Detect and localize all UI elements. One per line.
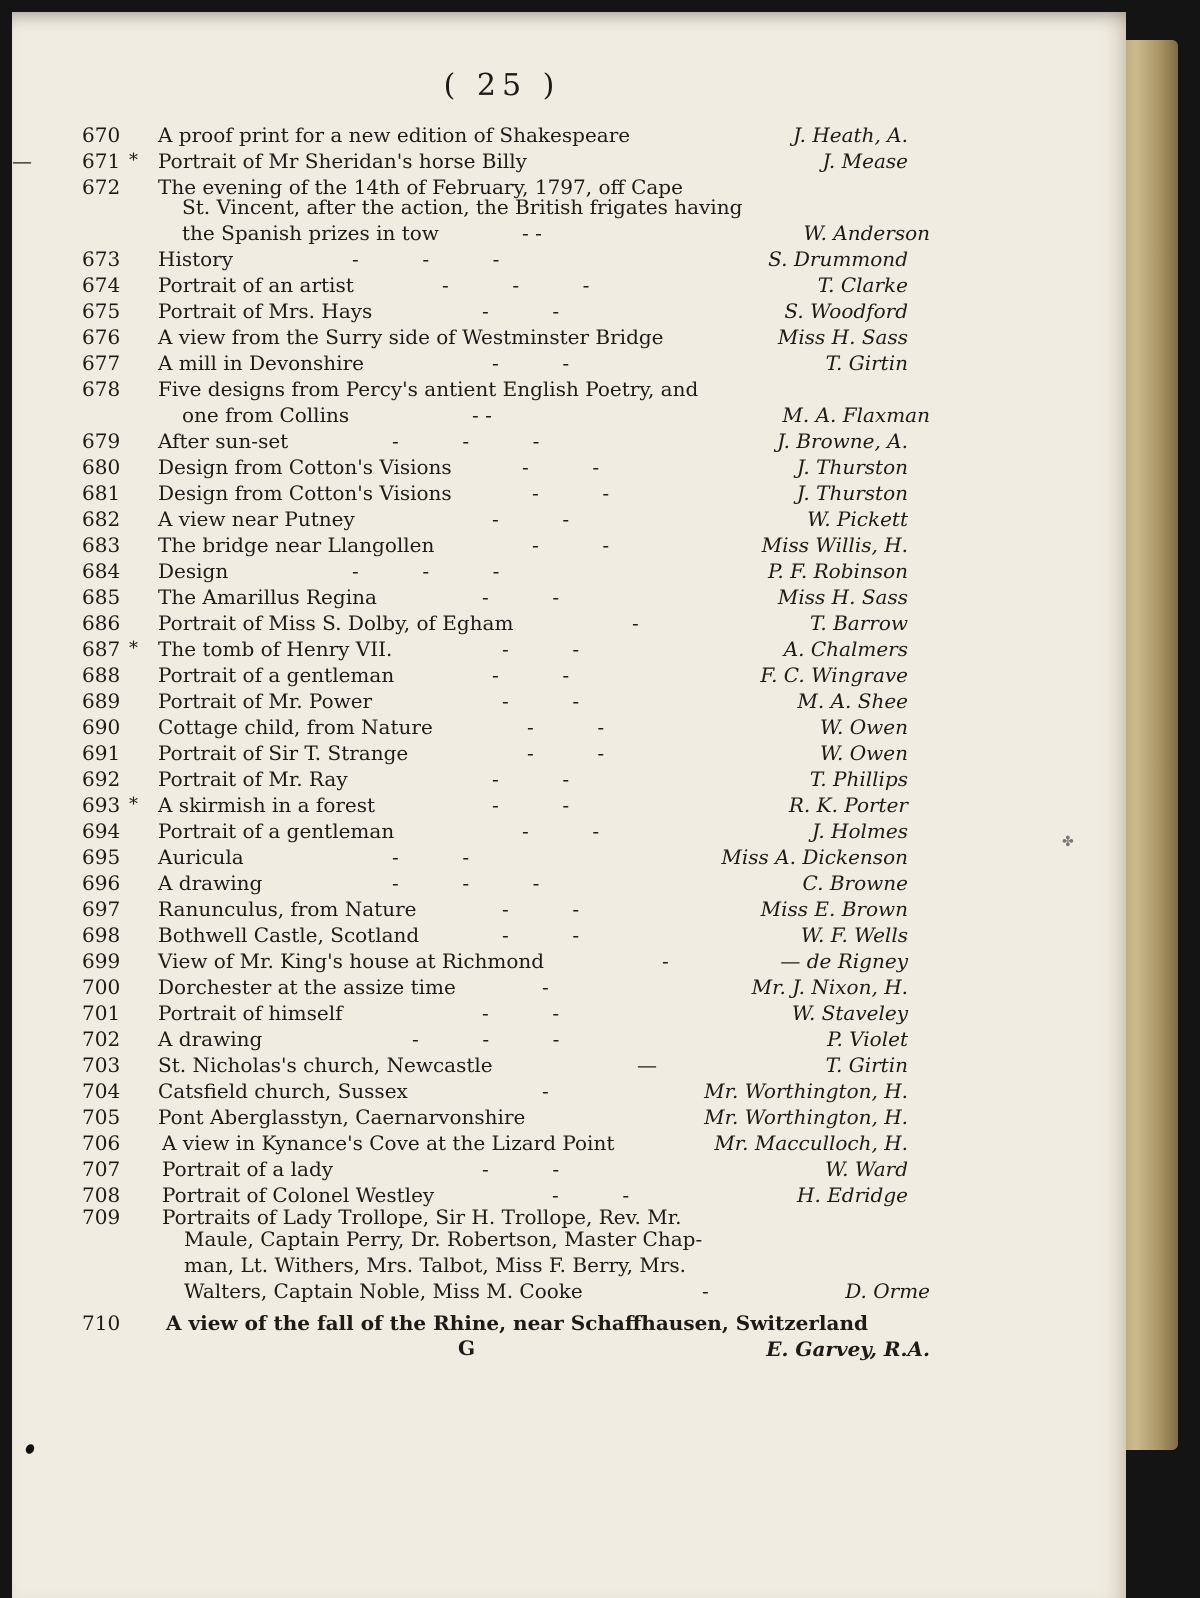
entry-dashes: - -: [552, 1183, 630, 1207]
entry-number: 703: [82, 1053, 121, 1077]
entry-number: 673: [82, 247, 121, 271]
entry-672-line-2: St. Vincent, after the action, the British frigates having: [182, 195, 743, 219]
entry-dashes: - -: [532, 533, 610, 557]
entry-artist: S. Drummond: [768, 247, 908, 271]
entry-number: 688: [82, 663, 121, 687]
entry-number: 672: [82, 175, 121, 199]
entry-dashes: - -: [492, 793, 570, 817]
entry-number: 687: [82, 637, 121, 661]
entry-number: 702: [82, 1027, 121, 1051]
catalogue-entry: [12, 662, 1092, 688]
entry-title: After sun-set: [158, 429, 289, 453]
entry-number: 683: [82, 533, 121, 557]
catalogue-entry: [12, 922, 1092, 948]
entry-artist: R. K. Porter: [788, 793, 908, 817]
entry-artist: F. C. Wingrave: [760, 663, 908, 687]
entry-title: The tomb of Henry VII.: [158, 637, 393, 661]
entry-title: A proof print for a new edition of Shakespeare: [158, 123, 631, 147]
entry-number: 675: [82, 299, 121, 323]
catalogue-entry: [12, 272, 1092, 298]
entry-artist: J. Thurston: [796, 481, 908, 505]
entry-dashes: - -: [502, 689, 580, 713]
catalogue-entry: [12, 532, 1092, 558]
entry-title: A view near Putney: [158, 507, 355, 531]
catalogue-entry: [12, 1078, 1092, 1104]
catalogue-entry: [12, 636, 1092, 662]
catalogue-entry: [12, 1000, 1092, 1026]
entry-number: 690: [82, 715, 121, 739]
catalogue-entry: [12, 454, 1092, 480]
catalogue-entry: [12, 1104, 1092, 1130]
entry-title: A drawing: [158, 1027, 263, 1051]
entry-dashes: - - -: [352, 559, 500, 583]
entry-title: St. Nicholas's church, Newcastle: [158, 1053, 493, 1077]
entry-title: A drawing: [158, 871, 263, 895]
entry-number: 680: [82, 455, 121, 479]
entry-title: Pont Aberglasstyn, Caernarvonshire: [158, 1105, 526, 1129]
entry-title: Cottage child, from Nature: [158, 715, 433, 739]
entry-title: Portrait of a gentleman: [158, 819, 395, 843]
entry-artist: W. Owen: [819, 741, 908, 765]
entry-dashes: - -: [522, 819, 600, 843]
entry-number: 692: [82, 767, 121, 791]
entry-672-line-3: the Spanish prizes in tow: [182, 221, 439, 245]
entry-artist: T. Phillips: [809, 767, 908, 791]
catalogue-entry: [12, 558, 1092, 584]
entry-title: A mill in Devonshire: [158, 351, 364, 375]
catalogue-entry: [12, 792, 1092, 818]
catalogue-entry: [12, 428, 1092, 454]
catalogue-entry: [12, 766, 1092, 792]
entry-dashes: - - -: [412, 1027, 560, 1051]
catalogue-entry: [12, 688, 1092, 714]
entry-dashes: - -: [482, 1157, 560, 1181]
entry-number: 700: [82, 975, 121, 999]
entry-artist: J. Heath, A.: [793, 123, 908, 147]
entry-artist: M. A. Shee: [797, 689, 908, 713]
entry-title: Five designs from Percy's antient English Poetry, and: [158, 377, 699, 401]
entry-title: A skirmish in a forest: [158, 793, 376, 817]
entry-title: Ranunculus, from Nature: [158, 897, 417, 921]
entry-title: A view from the Surry side of Westminster Bridge: [158, 325, 664, 349]
entry-artist: J. Browne, A.: [777, 429, 908, 453]
catalogue-entry: [12, 350, 1092, 376]
entry-artist: J. Mease: [822, 149, 908, 173]
entry-number: 691: [82, 741, 121, 765]
signature-mark: G: [458, 1336, 476, 1360]
entry-dashes: - - -: [352, 247, 500, 271]
entry-dashes: —: [12, 149, 32, 173]
catalogue-entry: [12, 1310, 1092, 1336]
entry-672-dashes: - -: [522, 221, 542, 245]
entry-number: 697: [82, 897, 121, 921]
entry-title: Auricula: [158, 845, 244, 869]
entry-number: 701: [82, 1001, 121, 1025]
entry-title: Portrait of himself: [158, 1001, 343, 1025]
catalogue-entry: [12, 1052, 1092, 1078]
catalogue-entry: [12, 740, 1092, 766]
entry-artist: Miss A. Dickenson: [721, 845, 908, 869]
entry-678-line-2: one from Collins: [182, 403, 350, 427]
entry-artist: J. Thurston: [796, 455, 908, 479]
entry-artist: T. Barrow: [809, 611, 908, 635]
ink-spot: [24, 1443, 36, 1456]
entry-artist: — de Rigney: [780, 949, 908, 973]
entry-artist: Mr. Macculloch, H.: [714, 1131, 908, 1155]
catalogue-entry: [12, 844, 1092, 870]
catalogue-entry: [12, 584, 1092, 610]
book-binding: [1118, 40, 1178, 1450]
catalogue-entry: [12, 324, 1092, 350]
entry-dashes: -: [542, 1079, 549, 1103]
entry-number: 698: [82, 923, 121, 947]
entry-710-artist: E. Garvey, R.A.: [766, 1337, 930, 1361]
entry-artist: Miss H. Sass: [777, 325, 908, 349]
entry-709-line-2: Maule, Captain Perry, Dr. Robertson, Master Chap-: [184, 1227, 703, 1251]
entry-dashes: - -: [492, 507, 570, 531]
catalogue-entry: [12, 818, 1092, 844]
catalogue-entry: [12, 376, 1092, 402]
entry-star: *: [129, 150, 138, 171]
entry-title: Portrait of Mr Sheridan's horse Billy: [158, 149, 527, 173]
entry-artist: W. F. Wells: [800, 923, 908, 947]
entry-dashes: - -: [492, 663, 570, 687]
entry-title: A view of the fall of the Rhine, near Schaffhausen, Switzerland: [166, 1311, 868, 1335]
entry-number: 705: [82, 1105, 121, 1129]
entry-artist: W. Pickett: [807, 507, 908, 531]
entry-artist: T. Girtin: [825, 351, 908, 375]
entry-artist: T. Girtin: [825, 1053, 908, 1077]
entry-artist: P. F. Robinson: [768, 559, 908, 583]
entry-number: 689: [82, 689, 121, 713]
entry-title: The Amarillus Regina: [158, 585, 377, 609]
page-number: ( 25 ): [443, 68, 561, 103]
entry-artist: Miss Willis, H.: [761, 533, 908, 557]
entry-title: Portrait of Sir T. Strange: [158, 741, 409, 765]
entry-dashes: - - -: [392, 871, 540, 895]
entry-title: Bothwell Castle, Scotland: [158, 923, 420, 947]
entry-number: 708: [82, 1183, 121, 1207]
entry-number: 676: [82, 325, 121, 349]
entry-number: 674: [82, 273, 121, 297]
entry-dashes: -: [662, 949, 669, 973]
entry-artist: H. Edridge: [797, 1183, 908, 1207]
entry-title: The bridge near Llangollen: [158, 533, 435, 557]
entry-artist: Miss H. Sass: [777, 585, 908, 609]
entry-678-artist: M. A. Flaxman: [782, 403, 930, 427]
entry-artist: A. Chalmers: [783, 637, 908, 661]
entry-number: 679: [82, 429, 121, 453]
entry-dashes: - -: [527, 715, 605, 739]
entry-title: A view in Kynance's Cove at the Lizard Point: [162, 1131, 615, 1155]
entry-dashes: - -: [527, 741, 605, 765]
entry-dashes: - - -: [442, 273, 590, 297]
entry-artist: P. Violet: [827, 1027, 908, 1051]
entry-title: Portrait of Colonel Westley: [162, 1183, 435, 1207]
entry-678-dashes: - -: [472, 403, 492, 427]
entry-dashes: - -: [522, 455, 600, 479]
entry-number: 693: [82, 793, 121, 817]
entry-title: Dorchester at the assize time: [158, 975, 456, 999]
catalogue-page: [12, 12, 1126, 1598]
entry-title: View of Mr. King's house at Richmond: [158, 949, 545, 973]
entry-number: 710: [82, 1311, 121, 1335]
catalogue-entry: [12, 298, 1092, 324]
catalogue-entry: [12, 948, 1092, 974]
entry-title: Design from Cotton's Visions: [158, 455, 452, 479]
entry-number: 704: [82, 1079, 121, 1103]
entry-number: 699: [82, 949, 121, 973]
catalogue-entry: [12, 1156, 1092, 1182]
entry-number: 686: [82, 611, 121, 635]
entry-number: 706: [82, 1131, 121, 1155]
entry-star: *: [129, 638, 138, 659]
entry-title: Portrait of Miss S. Dolby, of Egham: [158, 611, 514, 635]
catalogue-entry: [12, 974, 1092, 1000]
entry-dashes: - -: [482, 1001, 560, 1025]
entry-number: 677: [82, 351, 121, 375]
entry-artist: J. Holmes: [811, 819, 908, 843]
entry-dashes: - -: [502, 923, 580, 947]
entry-dashes: - -: [502, 637, 580, 661]
entry-number: 694: [82, 819, 121, 843]
catalogue-entry: [12, 506, 1092, 532]
entry-dashes: - -: [492, 767, 570, 791]
entry-title: Portrait of Mrs. Hays: [158, 299, 373, 323]
entry-artist: C. Browne: [802, 871, 908, 895]
entry-artist: Mr. Worthington, H.: [704, 1105, 908, 1129]
entry-title: Portrait of Mr. Ray: [158, 767, 348, 791]
entry-709-artist: D. Orme: [845, 1279, 930, 1303]
entry-title: Portrait of Mr. Power: [158, 689, 373, 713]
entry-number: 695: [82, 845, 121, 869]
catalogue-entry: [12, 246, 1092, 272]
entry-title: Portrait of a lady: [162, 1157, 334, 1181]
entry-dashes: -: [542, 975, 549, 999]
entry-artist: W. Staveley: [791, 1001, 908, 1025]
entry-number: 682: [82, 507, 121, 531]
entry-artist: Mr. J. Nixon, H.: [751, 975, 908, 999]
entry-709-line-3: man, Lt. Withers, Mrs. Talbot, Miss F. Berry, Mrs.: [184, 1253, 687, 1277]
entry-artist: Miss E. Brown: [760, 897, 908, 921]
entry-709-line-4: Walters, Captain Noble, Miss M. Cooke: [184, 1279, 583, 1303]
catalogue-entry: [12, 1130, 1092, 1156]
catalogue-entry: [12, 610, 1092, 636]
entry-title: Design: [158, 559, 229, 583]
entry-number: 709: [82, 1205, 121, 1229]
entry-star: *: [129, 794, 138, 815]
entry-number: 696: [82, 871, 121, 895]
entry-number: 670: [82, 123, 121, 147]
entry-dashes: - -: [492, 351, 570, 375]
entry-title: History: [158, 247, 234, 271]
entry-title: Portrait of an artist: [158, 273, 354, 297]
entry-number: 681: [82, 481, 121, 505]
entry-title: Catsfield church, Sussex: [158, 1079, 408, 1103]
margin-ornament: ✤: [1062, 834, 1074, 850]
entry-dashes: - - -: [392, 429, 540, 453]
entry-artist: W. Owen: [819, 715, 908, 739]
entry-dashes: - -: [482, 585, 560, 609]
entry-artist: T. Clarke: [817, 273, 908, 297]
entry-dashes: -: [632, 611, 639, 635]
entry-dashes: - -: [392, 845, 470, 869]
entry-title: Portrait of a gentleman: [158, 663, 395, 687]
entry-title: Design from Cotton's Visions: [158, 481, 452, 505]
entry-number: 678: [82, 377, 121, 401]
entry-artist: S. Woodford: [784, 299, 908, 323]
catalogue-entry: [12, 896, 1092, 922]
catalogue-entry: [12, 714, 1092, 740]
catalogue-entry: [12, 1026, 1092, 1052]
entry-709-dashes: -: [702, 1279, 709, 1303]
entry-title: Portraits of Lady Trollope, Sir H. Trollope, Rev. Mr.: [162, 1205, 682, 1229]
entry-number: 671: [82, 149, 121, 173]
catalogue-entry: [12, 480, 1092, 506]
entry-dashes: —: [637, 1053, 657, 1077]
entry-title: The evening of the 14th of February, 1797, off Cape: [158, 175, 683, 199]
entry-672-artist: W. Anderson: [803, 221, 930, 245]
catalogue-entry: [12, 148, 1092, 174]
entry-dashes: - -: [502, 897, 580, 921]
entry-artist: Mr. Worthington, H.: [704, 1079, 908, 1103]
entry-number: 684: [82, 559, 121, 583]
entry-number: 685: [82, 585, 121, 609]
entry-artist: W. Ward: [825, 1157, 908, 1181]
catalogue-entry: [12, 870, 1092, 896]
entry-dashes: - -: [482, 299, 560, 323]
catalogue-entry: [12, 122, 1092, 148]
entry-number: 707: [82, 1157, 121, 1181]
entry-dashes: - -: [532, 481, 610, 505]
